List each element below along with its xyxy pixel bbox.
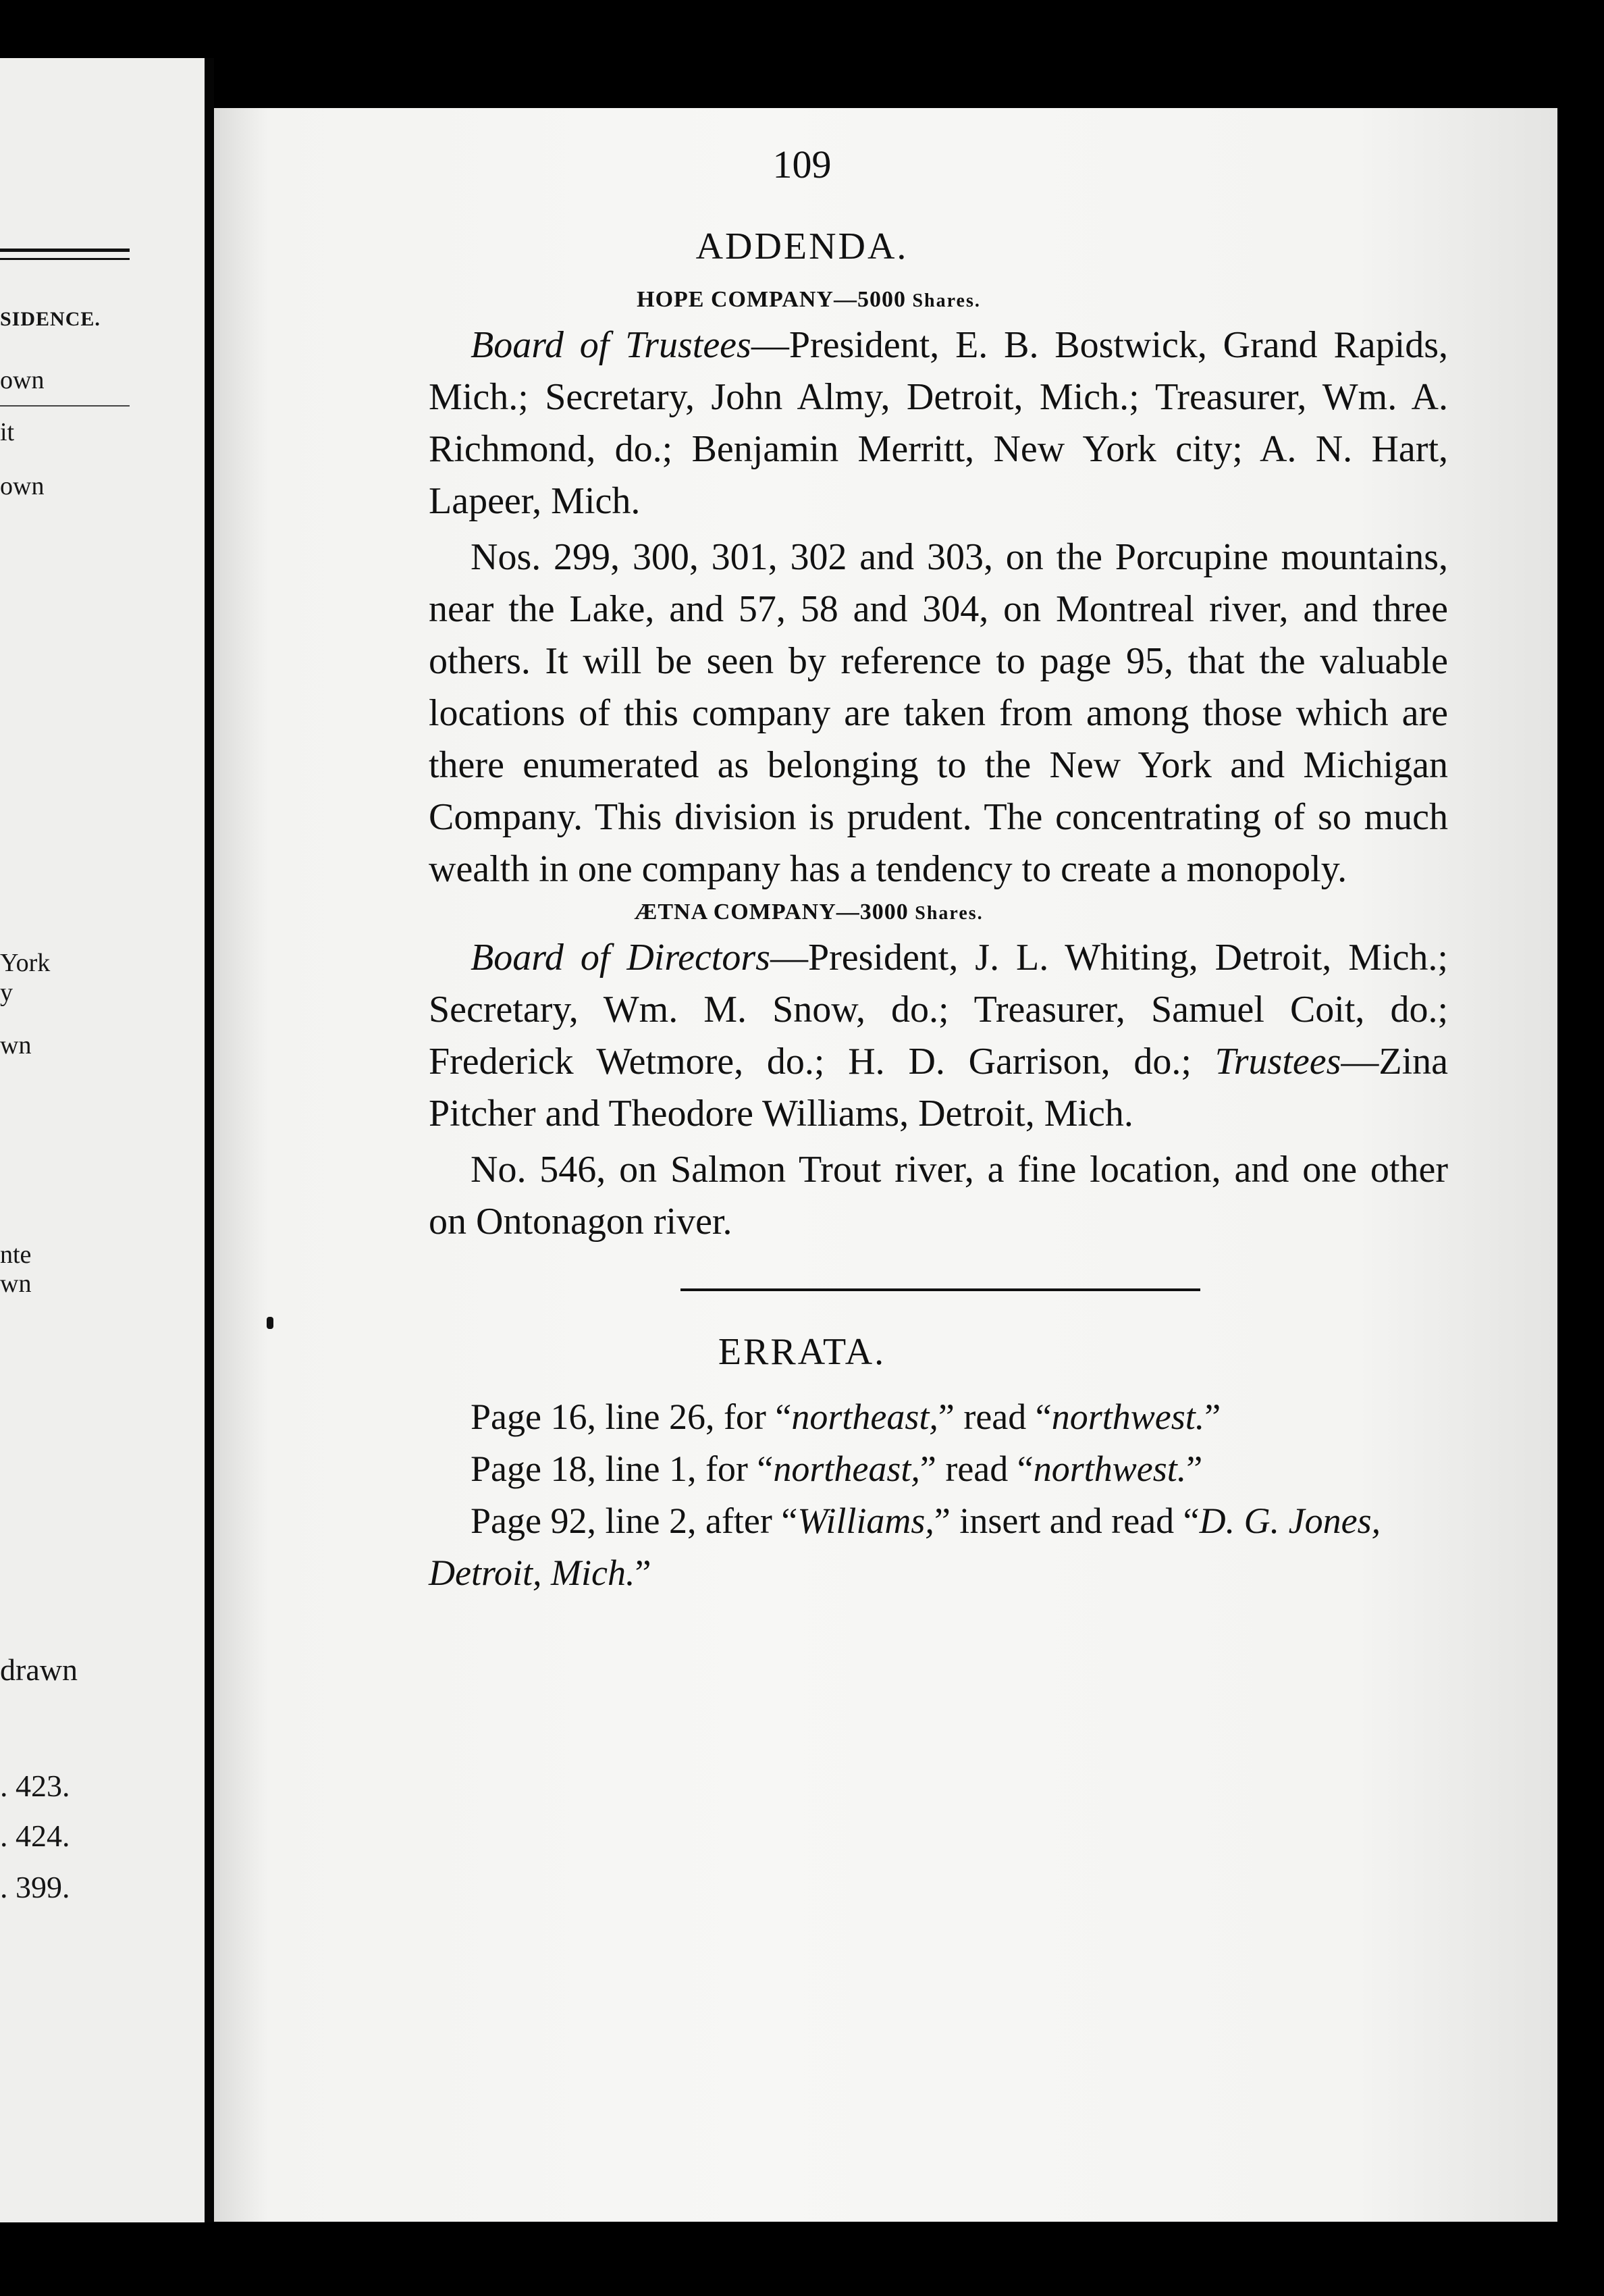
column-rule <box>0 405 130 407</box>
page-number: 109 <box>772 142 832 186</box>
errata-line <box>429 1391 1448 1443</box>
errata-italic: northeast, <box>791 1397 938 1437</box>
left-fragment: own <box>0 366 45 394</box>
header-rule <box>0 249 130 252</box>
section-divider <box>680 1288 1200 1291</box>
errata-italic: Williams, <box>797 1501 934 1541</box>
aetna-trustees-label: Trustees <box>1214 1041 1341 1082</box>
left-fragment: own <box>0 472 45 500</box>
left-fragment: . 424. <box>0 1819 70 1853</box>
aetna-locations-paragraph <box>429 1144 1448 1248</box>
errata-text: ” <box>1204 1397 1221 1437</box>
aetna-heading-shares: Shares. <box>915 903 984 924</box>
left-fragment: nte <box>0 1241 32 1269</box>
book-gutter <box>205 58 214 2222</box>
aetna-board-paragraph <box>429 932 1448 1140</box>
aetna-heading-text: ÆTNA COMPANY—3000 <box>634 899 909 924</box>
left-fragment: wn <box>0 1031 32 1060</box>
left-header-fragment: SIDENCE. <box>0 308 101 330</box>
errata-italic: northeast, <box>773 1449 920 1489</box>
header-rule-thin <box>0 258 130 260</box>
hope-board-label: Board of Trustees <box>471 324 751 366</box>
errata-text: ” <box>1186 1449 1203 1489</box>
errata-text: ” read “ <box>919 1449 1034 1489</box>
errata-line <box>429 1495 1448 1599</box>
aetna-board-label: Board of Directors <box>471 937 770 979</box>
section-title-errata: ERRATA. <box>718 1331 886 1373</box>
left-fragment: wn <box>0 1270 32 1298</box>
hope-locations-text: Nos. 299, 300, 301, 302 and 303, on the Porcupine mountains, near the Lake, and 57, 58 and 304, on Montreal river, and three others. It will be seen by reference to page 95, that the valuable locations of this company are taken from among those which are there enumerated as belonging to the New York and Michigan Company. This division is prudent. The concentrating of so much wealth in one company has a tendency to create a monopoly. <box>429 536 1448 890</box>
hope-company-heading <box>174 287 1443 313</box>
hope-board-paragraph <box>429 319 1448 527</box>
errata-text: Page 18, line 1, for “ <box>471 1449 774 1489</box>
left-fragment: it <box>0 418 15 446</box>
page-content <box>215 142 1448 1599</box>
left-fragment: drawn <box>0 1652 78 1687</box>
aetna-company-heading <box>174 899 1443 925</box>
left-fragment: . 423. <box>0 1769 70 1803</box>
hope-locations-paragraph <box>429 531 1448 895</box>
errata-text: ” read “ <box>938 1397 1052 1437</box>
aetna-board-text: —President, J. L. Whiting, Detroit, Mich.; Secretary, Wm. M. Snow, do.; Treasurer, Samuel Coit, do.; Frederick Wetmore, do.; H. D. Garrison, do.; <box>429 937 1448 1082</box>
hope-board-text: —President, E. B. Bostwick, Grand Rapids, Mich.; Secretary, John Almy, Detroit, Mich.; Treasurer, Wm. A. Richmond, do.; Benjamin Merritt, New York city; A. N. Hart, Lapeer, Mich. <box>429 324 1448 522</box>
left-facing-page <box>0 58 206 2222</box>
errata-text: ” insert and read “ <box>934 1501 1200 1541</box>
left-fragment: . 399. <box>0 1870 70 1904</box>
errata-italic: northwest. <box>1051 1397 1205 1437</box>
hope-heading-text: HOPE COMPANY—5000 <box>637 287 906 312</box>
errata-text: ” <box>635 1553 651 1593</box>
left-fragment: y <box>0 979 13 1007</box>
errata-text: Page 92, line 2, after “ <box>471 1501 798 1541</box>
errata-line <box>429 1443 1448 1495</box>
left-fragment: York <box>0 949 51 977</box>
errata-text: Page 16, line 26, for “ <box>471 1397 792 1437</box>
hope-heading-shares: Shares. <box>912 290 981 311</box>
section-title-addenda: ADDENDA. <box>695 226 909 267</box>
aetna-locations-text: No. 546, on Salmon Trout river, a fine location, and one other on Ontonagon river. <box>429 1149 1448 1243</box>
aetna-trustees-text: —Zina Pitcher and Theodore Williams, Detroit, Mich. <box>429 1041 1448 1134</box>
errata-italic: northwest. <box>1033 1449 1187 1489</box>
errata-italic: D. G. Jones, Detroit, Mich. <box>429 1501 1381 1593</box>
